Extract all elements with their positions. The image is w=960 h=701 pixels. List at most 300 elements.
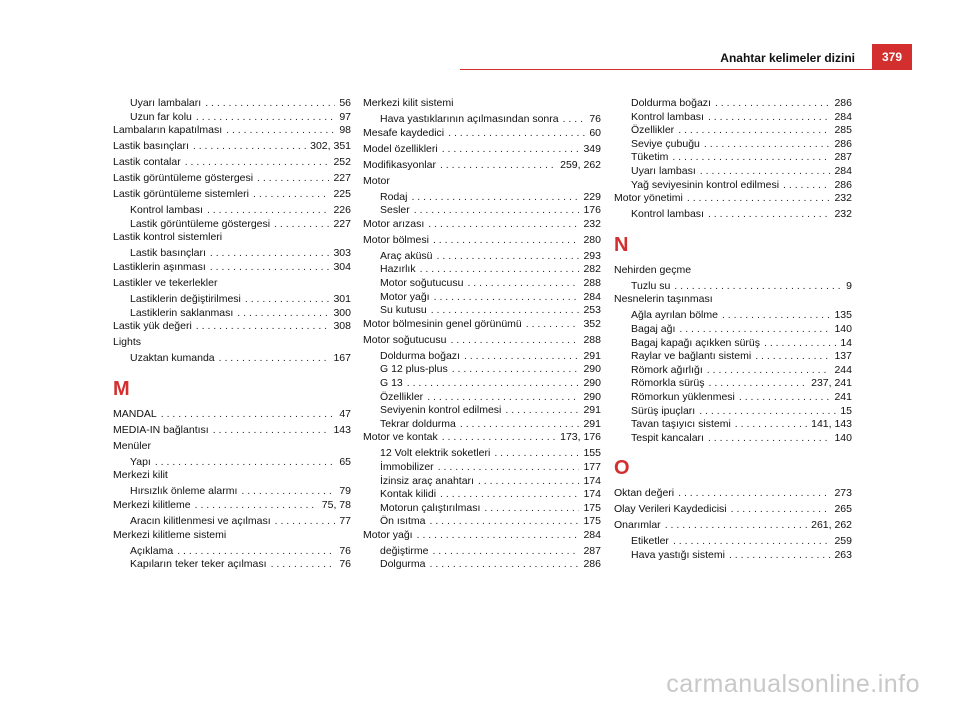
- index-subentry: [614, 208, 852, 222]
- leader-dots: [715, 97, 831, 111]
- leader-dots: [494, 447, 579, 461]
- leader-dots: [442, 431, 556, 445]
- leader-dots: [442, 143, 580, 157]
- entry-label: Lastik contalar: [113, 156, 181, 169]
- entry-label: MEDIA-IN bağlantısı: [113, 423, 209, 436]
- entry-label: Motor yağı: [363, 528, 413, 541]
- entry-label: Doldurma boğazı: [380, 349, 460, 362]
- index-subentry: [113, 293, 351, 307]
- index-subentry: [614, 535, 852, 549]
- entry-page: 282: [583, 263, 601, 276]
- entry-label: Tekrar doldurma: [380, 417, 456, 430]
- entry-label: Yapı: [130, 455, 151, 468]
- entry-page: 291: [583, 349, 601, 362]
- entry-page: 291: [583, 404, 601, 417]
- index-entry: [113, 231, 351, 247]
- leader-dots: [430, 558, 580, 572]
- entry-label: Lastik görüntüleme göstergesi: [130, 217, 271, 230]
- entry-label: Tespit kancaları: [631, 431, 704, 444]
- entry-page: 225: [333, 188, 351, 201]
- index-subentry: [363, 418, 601, 432]
- index-subentry: [363, 558, 601, 572]
- leader-dots: [195, 499, 318, 513]
- leader-dots: [210, 247, 330, 261]
- entry-page: 293: [583, 249, 601, 262]
- entry-label: Lastiklerin değiştirilmesi: [130, 292, 241, 305]
- leader-dots: [709, 377, 808, 391]
- leader-dots: [440, 159, 556, 173]
- index-subentry: [614, 377, 852, 391]
- leader-dots: [196, 320, 330, 334]
- index-entry: [113, 172, 351, 188]
- entry-page: 232: [583, 217, 601, 230]
- entry-page: 229: [583, 190, 601, 203]
- index-entry: [614, 503, 852, 519]
- index-subentry: [363, 545, 601, 559]
- entry-page: 303: [333, 247, 351, 260]
- index-entry: [614, 192, 852, 208]
- leader-dots: [783, 179, 830, 193]
- entry-label: Olay Verileri Kaydedicisi: [614, 503, 727, 516]
- entry-label: değiştirme: [380, 544, 429, 557]
- index-entry: [363, 234, 601, 250]
- leader-dots: [196, 111, 335, 125]
- leader-dots: [722, 309, 831, 323]
- entry-label: G 13: [380, 376, 403, 389]
- entry-label: Merkezi kilit: [113, 469, 168, 482]
- entry-page: 261, 262: [811, 519, 852, 532]
- index-subentry: [614, 124, 852, 138]
- entry-page: 291: [583, 417, 601, 430]
- leader-dots: [478, 475, 580, 489]
- index-subentry: [113, 515, 351, 529]
- leader-dots: [407, 377, 580, 391]
- entry-page: 265: [834, 503, 852, 516]
- leader-dots: [241, 485, 335, 499]
- index-subentry: [614, 138, 852, 152]
- entry-label: Doldurma boğazı: [631, 97, 711, 109]
- leader-dots: [440, 488, 579, 502]
- entry-page: 285: [834, 124, 852, 137]
- index-subentry: [113, 558, 351, 572]
- entry-page: 76: [339, 558, 351, 571]
- entry-page: 301: [333, 292, 351, 305]
- entry-label: Kontrol lambası: [631, 110, 704, 123]
- entry-label: Su kutusu: [380, 304, 427, 317]
- index-title: Anahtar kelimeler dizini: [720, 51, 855, 65]
- entry-page: 167: [333, 352, 351, 365]
- leader-dots: [708, 111, 831, 125]
- entry-label: Lastik basınçları: [130, 247, 206, 260]
- entry-label: G 12 plus-plus: [380, 363, 448, 376]
- entry-label: Merkezi kilitleme: [113, 498, 191, 511]
- entry-label: Hazırlık: [380, 263, 416, 276]
- entry-page: 60: [589, 126, 601, 139]
- entry-page: 14: [840, 336, 852, 349]
- entry-page: 284: [834, 110, 852, 123]
- entry-page: 300: [333, 306, 351, 319]
- entry-page: 349: [583, 142, 601, 155]
- index-entry: [363, 431, 601, 447]
- leader-dots: [207, 204, 330, 218]
- entry-label: Raylar ve bağlantı sistemi: [631, 350, 752, 363]
- entry-label: Hava yastıklarının açılmasından sonra: [380, 113, 559, 125]
- leader-dots: [428, 218, 579, 232]
- entry-page: 75, 78: [321, 498, 351, 511]
- entry-page: 290: [583, 390, 601, 403]
- leader-dots: [193, 140, 306, 154]
- leader-dots: [452, 363, 580, 377]
- index-subentry: [363, 502, 601, 516]
- entry-label: Ön ısıtma: [380, 515, 426, 528]
- entry-label: Lastiklerin saklanması: [130, 306, 234, 319]
- entry-label: Hırsızlık önleme alarmı: [130, 485, 238, 498]
- entry-label: Uzaktan kumanda: [130, 352, 215, 365]
- leader-dots: [460, 418, 580, 432]
- watermark: carmanualsonline.info: [666, 670, 920, 698]
- index-entry: [363, 218, 601, 234]
- entry-label: Tüketim: [631, 151, 669, 164]
- leader-dots: [505, 404, 579, 418]
- entry-page: 287: [583, 544, 601, 557]
- index-entry: [113, 469, 351, 485]
- entry-page: 9: [846, 279, 852, 292]
- entry-label: Lambaların kapatılması: [113, 124, 223, 137]
- entry-page: 286: [834, 97, 852, 109]
- entry-label: Lastiklerin aşınması: [113, 260, 206, 273]
- index-subentry: [113, 485, 351, 499]
- entry-label: Seviyenin kontrol edilmesi: [380, 404, 502, 417]
- index-subentry: [113, 247, 351, 261]
- entry-page: 140: [834, 431, 852, 444]
- index-subentry: [113, 352, 351, 366]
- index-entry: [113, 529, 351, 545]
- entry-page: 79: [339, 485, 351, 498]
- entry-label: Motor soğutucusu: [380, 276, 464, 289]
- index-entry: [113, 188, 351, 204]
- leader-dots: [177, 545, 335, 559]
- index-subentry: [363, 391, 601, 405]
- leader-dots: [431, 304, 580, 318]
- entry-page: 263: [834, 548, 852, 561]
- index-entry: [363, 175, 601, 191]
- leader-dots: [700, 165, 831, 179]
- index-subentry: [614, 151, 852, 165]
- index-entry: [614, 264, 852, 280]
- entry-page: 232: [834, 208, 852, 221]
- leader-dots: [185, 156, 330, 170]
- entry-label: Aracın kilitlenmesi ve açılması: [130, 514, 271, 527]
- entry-page: 286: [834, 178, 852, 191]
- index-subentry: [363, 204, 601, 218]
- entry-label: Özellikler: [380, 390, 424, 403]
- entry-page: 288: [583, 276, 601, 289]
- leader-dots: [755, 350, 830, 364]
- entry-label: Uyarı lambası: [631, 164, 696, 177]
- index-subentry: [363, 515, 601, 529]
- leader-dots: [563, 113, 586, 127]
- entry-label: Yağ seviyesinin kontrol edilmesi: [631, 178, 780, 191]
- index-entry: [363, 159, 601, 175]
- index-entry: [363, 529, 601, 545]
- leader-dots: [731, 503, 831, 517]
- page-number-badge: [872, 44, 912, 70]
- index-subentry: [113, 218, 351, 232]
- entry-page: 176: [583, 204, 601, 217]
- entry-label: Römorkla sürüş: [631, 377, 705, 390]
- entry-label: Bagaj kapağı açıkken sürüş: [631, 336, 760, 349]
- leader-dots: [450, 334, 579, 348]
- index-entry: [113, 140, 351, 156]
- leader-dots: [430, 515, 580, 529]
- leader-dots: [420, 263, 580, 277]
- entry-page: 76: [339, 544, 351, 557]
- index-subentry: [113, 97, 351, 111]
- index-subentry: [614, 549, 852, 563]
- entry-label: Motor soğutucusu: [363, 333, 447, 346]
- index-subentry: [363, 250, 601, 264]
- index-column-1: [113, 97, 351, 572]
- index-subentry: [614, 97, 852, 111]
- index-subentry: [614, 111, 852, 125]
- entry-label: Motor yağı: [380, 290, 430, 303]
- entry-label: Motor bölmesi: [363, 233, 429, 246]
- entry-label: Mesafe kaydedici: [363, 126, 445, 139]
- entry-label: Oktan değeri: [614, 487, 675, 500]
- index-subentry: [614, 179, 852, 193]
- section-letter: O: [614, 457, 630, 480]
- entry-page: 232: [834, 192, 852, 205]
- entry-label: Açıklama: [130, 544, 174, 557]
- entry-page: 140: [834, 322, 852, 335]
- leader-dots: [678, 487, 830, 501]
- index-entry: [113, 261, 351, 277]
- index-subentry: [363, 488, 601, 502]
- leader-dots: [708, 432, 831, 446]
- index-subentry: [614, 350, 852, 364]
- index-subentry: [614, 337, 852, 351]
- index-column-3: [614, 97, 852, 562]
- entry-page: 47: [339, 407, 351, 420]
- entry-label: MANDAL: [113, 407, 157, 420]
- index-subentry: [614, 323, 852, 337]
- index-subentry: [363, 277, 601, 291]
- index-entry: [363, 143, 601, 159]
- entry-page: 259, 262: [560, 158, 601, 171]
- index-entry: [113, 440, 351, 456]
- entry-label: Sesler: [380, 204, 410, 217]
- entry-label: Menüler: [113, 439, 151, 452]
- index-entry: [113, 408, 351, 424]
- index-entry: [113, 277, 351, 293]
- entry-page: 284: [583, 528, 601, 541]
- index-entry: [363, 127, 601, 143]
- index-subentry: [113, 204, 351, 218]
- entry-page: 135: [834, 309, 852, 322]
- leader-dots: [526, 318, 580, 332]
- entry-page: 252: [333, 156, 351, 169]
- leader-dots: [467, 277, 579, 291]
- entry-page: 175: [583, 501, 601, 514]
- index-subentry: [363, 475, 601, 489]
- entry-page: 56: [339, 97, 351, 109]
- index-subentry: [113, 545, 351, 559]
- leader-dots: [739, 391, 831, 405]
- index-subentry: [363, 377, 601, 391]
- index-entry: [113, 124, 351, 140]
- entry-page: 177: [583, 460, 601, 473]
- index-subentry: [113, 111, 351, 125]
- entry-label: Motor ve kontak: [363, 431, 438, 444]
- index-column-2: [363, 97, 601, 572]
- header-divider: [460, 69, 912, 70]
- index-subentry: [113, 307, 351, 321]
- entry-page: 143: [333, 423, 351, 436]
- index-subentry: [363, 304, 601, 318]
- entry-label: Motorun çalıştırılması: [380, 501, 481, 514]
- leader-dots: [257, 172, 329, 186]
- entry-label: Lastik kontrol sistemleri: [113, 231, 223, 244]
- entry-label: Dolgurma: [380, 558, 426, 571]
- leader-dots: [665, 519, 807, 533]
- index-subentry: [363, 461, 601, 475]
- leader-dots: [672, 151, 830, 165]
- entry-label: Kontrol lambası: [130, 204, 203, 217]
- index-subentry: [614, 418, 852, 432]
- page-header: [0, 44, 960, 70]
- entry-page: 284: [583, 290, 601, 303]
- index-subentry: [363, 113, 601, 127]
- entry-page: 304: [333, 260, 351, 273]
- index-subentry: [614, 309, 852, 323]
- index-entry: [614, 293, 852, 309]
- index-subentry: [113, 456, 351, 470]
- index-subentry: [363, 191, 601, 205]
- entry-label: Lastik basınçları: [113, 140, 189, 153]
- entry-label: Motor yönetimi: [614, 192, 683, 205]
- entry-label: Model özellikleri: [363, 142, 438, 155]
- entry-label: Hava yastığı sistemi: [631, 548, 725, 561]
- leader-dots: [704, 138, 831, 152]
- index-subentry: [614, 280, 852, 294]
- entry-page: 174: [583, 474, 601, 487]
- entry-page: 287: [834, 151, 852, 164]
- entry-label: Etiketler: [631, 535, 669, 548]
- leader-dots: [213, 424, 330, 438]
- leader-dots: [484, 502, 579, 516]
- entry-page: 175: [583, 515, 601, 528]
- index-subentry: [614, 165, 852, 179]
- entry-label: Kontak kilidi: [380, 488, 437, 501]
- entry-page: 137: [834, 350, 852, 363]
- entry-page: 302, 351: [310, 140, 351, 153]
- entry-label: Lights: [113, 336, 142, 349]
- index-entry: [614, 519, 852, 535]
- index-entry: [113, 424, 351, 440]
- entry-label: Tuzlu su: [631, 279, 671, 292]
- entry-label: Bagaj ağı: [631, 322, 676, 335]
- leader-dots: [427, 391, 579, 405]
- entry-page: 155: [583, 447, 601, 460]
- entry-label: Tavan taşıyıcı sistemi: [631, 418, 731, 431]
- entry-page: 98: [339, 124, 351, 137]
- entry-label: Motor bölmesinin genel görünümü: [363, 317, 522, 330]
- entry-page: 280: [583, 233, 601, 246]
- index-subentry: [363, 363, 601, 377]
- entry-page: 253: [583, 304, 601, 317]
- leader-dots: [155, 456, 335, 470]
- entry-page: 286: [583, 558, 601, 571]
- leader-dots: [437, 250, 580, 264]
- entry-label: Motor arızası: [363, 217, 425, 230]
- entry-label: Lastik görüntüleme sistemleri: [113, 188, 249, 201]
- entry-page: 288: [583, 333, 601, 346]
- leader-dots: [245, 293, 330, 307]
- leader-dots: [699, 405, 836, 419]
- entry-page: 65: [339, 455, 351, 468]
- leader-dots: [219, 352, 330, 366]
- index-subentry: [614, 432, 852, 446]
- leader-dots: [448, 127, 585, 141]
- index-entry: [614, 487, 852, 503]
- entry-label: Özellikler: [631, 124, 675, 137]
- leader-dots: [673, 535, 831, 549]
- entry-page: 226: [333, 204, 351, 217]
- index-subentry: [614, 364, 852, 378]
- leader-dots: [275, 515, 336, 529]
- entry-page: 286: [834, 137, 852, 150]
- leader-dots: [414, 204, 580, 218]
- leader-dots: [434, 291, 580, 305]
- index-entry: [363, 334, 601, 350]
- leader-dots: [707, 364, 831, 378]
- entry-page: 15: [840, 404, 852, 417]
- index-subentry: [614, 391, 852, 405]
- index-entry: [363, 318, 601, 334]
- entry-label: İzinsiz araç anahtarı: [380, 474, 474, 487]
- entry-label: 12 Volt elektrik soketleri: [380, 447, 491, 460]
- leader-dots: [237, 307, 329, 321]
- entry-label: Motor: [363, 174, 390, 187]
- entry-label: Uzun far kolu: [130, 110, 192, 123]
- index-subentry: [363, 263, 601, 277]
- entry-page: 174: [583, 488, 601, 501]
- index-subentry: [363, 291, 601, 305]
- entry-label: Lastik görüntüleme göstergesi: [113, 172, 254, 185]
- index-entry: [363, 97, 601, 113]
- entry-label: Merkezi kilitleme sistemi: [113, 528, 227, 541]
- leader-dots: [432, 545, 579, 559]
- entry-page: 237, 241: [811, 377, 852, 390]
- index-entry: [113, 499, 351, 515]
- leader-dots: [674, 280, 842, 294]
- entry-label: Rodaj: [380, 190, 408, 203]
- leader-dots: [464, 350, 580, 364]
- leader-dots: [210, 261, 330, 275]
- leader-dots: [253, 188, 329, 202]
- entry-page: 244: [834, 363, 852, 376]
- entry-page: 97: [339, 110, 351, 123]
- entry-label: Römorkun yüklenmesi: [631, 390, 735, 403]
- index-subentry: [614, 405, 852, 419]
- leader-dots: [417, 529, 580, 543]
- entry-page: 227: [333, 217, 351, 230]
- entry-label: Kapıların teker teker açılması: [130, 558, 267, 571]
- entry-page: 290: [583, 376, 601, 389]
- leader-dots: [161, 408, 336, 422]
- entry-label: Seviye çubuğu: [631, 137, 700, 150]
- entry-page: 77: [339, 514, 351, 527]
